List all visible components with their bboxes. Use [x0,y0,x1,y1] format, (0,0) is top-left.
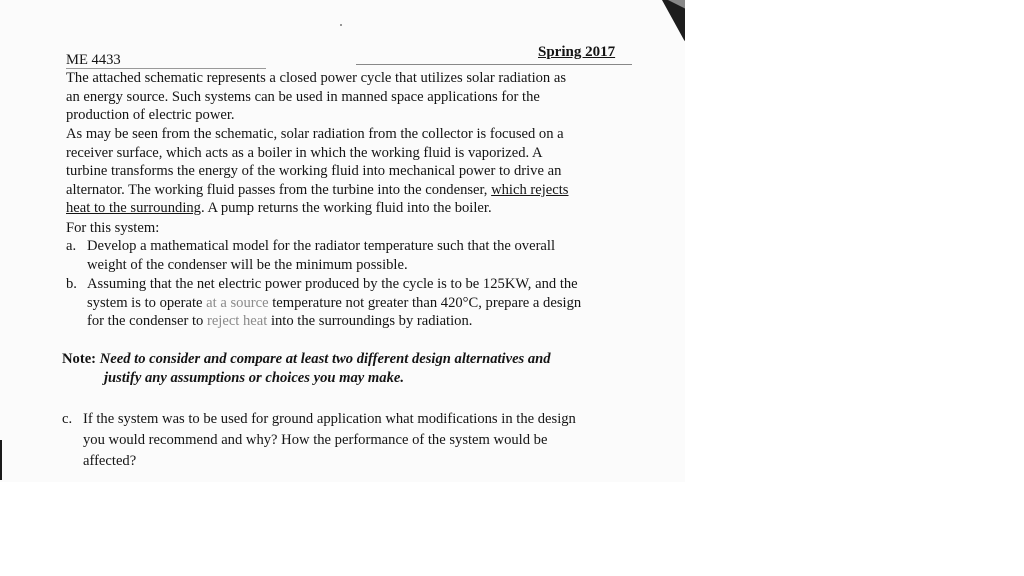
question-b-text-1: Assuming that the net electric power produced by the cycle is to be 125KW, and the [87,276,578,292]
question-c-text-1: If the system was to be used for ground application what modifications in the design [83,411,576,427]
note-label: Note: [62,351,97,367]
question-b-text-3b: reject heat [206,313,268,330]
description-line-3: turbine transforms the energy of the working fluid into mechanical power to drive an [66,163,562,180]
question-c-line-2 [62,430,576,451]
question-a-text-2: weight of the condenser will be the minimum possible. [87,256,408,273]
description-line-1: As may be seen from the schematic, solar radiation from the collector is focused on a [66,126,564,142]
term-label: Spring 2017 [538,44,616,60]
question-c-line-1 [62,409,576,430]
system-intro: For this system: [66,220,160,236]
question-a-text-1: Develop a mathematical model for the radiator temperature such that the overall [87,238,556,254]
scan-corner-shadow [658,0,685,45]
header-rule [356,64,632,65]
note-text-2: justify any assumptions or choices you may make. [104,369,404,386]
question-b-text-2a: system is to operate [87,294,207,311]
question-c-marker: c. [62,411,73,427]
question-a-line-2 [66,256,555,275]
question-b-line-1 [66,275,581,294]
question-b-text-3a: for the condenser to [87,313,207,330]
question-b-marker: b. [66,276,77,292]
note-line-1 [62,350,551,369]
description-paragraph [66,125,569,218]
intro-line-1: The attached schematic represents a closed power cycle that utilizes solar radiation as [66,70,567,86]
intro-line-3: production of electric power. [66,107,235,124]
description-line-5 [66,199,569,218]
note-block [62,350,551,387]
question-c-text-2: you would recommend and why? How the performance of the system would be [83,432,548,448]
description-line-2: receiver surface, which acts as a boiler in which the working fluid is vaporized. A [66,144,543,161]
question-b-text-3c: into the surroundings by radiation. [267,313,473,330]
intro-line-2: an energy source. Such systems can be used in manned space applications for the [66,88,540,105]
description-line-5-text: . A pump returns the working fluid into the boiler. [200,200,492,217]
question-a [66,237,555,274]
question-c-text-3: affected? [83,453,137,469]
description-line-4 [66,181,569,200]
note-text-1: Need to consider and compare at least two different design alternatives and [96,351,551,367]
description-line-4-text: alternator. The working fluid passes from the turbine into the condenser, [66,181,492,198]
underlined-phrase-surrounding: heat to the surrounding [66,200,201,217]
page-edge-shadow [0,440,2,480]
question-b-text-2b: at a source [206,294,269,311]
question-b [66,275,581,331]
note-line-2 [62,369,551,388]
question-c-line-3 [62,451,576,472]
question-a-line-1 [66,237,555,256]
question-b-line-2 [66,294,581,313]
question-b-line-3 [66,312,581,331]
scan-speck [340,24,342,26]
question-a-marker: a. [66,238,77,254]
underlined-phrase-rejects: which rejects [491,181,569,198]
intro-paragraph [66,69,566,125]
course-code: ME 4433 [66,52,121,68]
question-b-text-2c: temperature not greater than 420°C, prepare a design [268,294,582,311]
question-c [62,409,576,472]
